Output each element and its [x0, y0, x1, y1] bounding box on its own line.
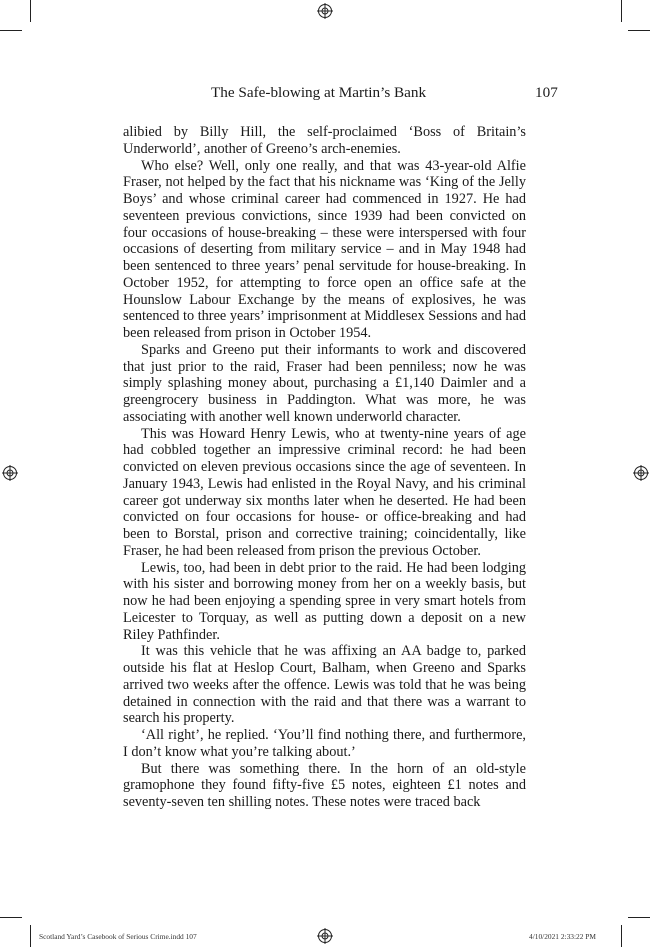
- crop-mark-right-bottom: [628, 917, 650, 918]
- registration-target-icon: [317, 3, 333, 19]
- page-number: 107: [535, 84, 558, 101]
- slug-timestamp: 4/10/2021 2:33:22 PM: [529, 932, 596, 941]
- crop-mark-top-right: [621, 0, 622, 22]
- body-paragraph: alibied by Billy Hill, the self-proclaimed ‘Boss of Britain’s Underworld’, another of Greeno’s arch-enemies.: [123, 124, 526, 157]
- body-paragraph: Sparks and Greeno put their informants to work and discovered that just prior to the raid, Fraser had been penniless; now he was simply splashing money about, purchasing a £1,140 Daimler and a greengrocery business in Paddington. What was more, he was associating with another well known underworld character.: [123, 341, 526, 425]
- crop-mark-bottom-left: [30, 925, 31, 947]
- body-text: [123, 124, 526, 811]
- slug-filename: Scotland Yard’s Casebook of Serious Crime.indd 107: [39, 932, 197, 941]
- body-paragraph: ‘All right’, he replied. ‘You’ll find nothing there, and furthermore, I don’t know what you’re talking about.’: [123, 727, 526, 760]
- body-paragraph: It was this vehicle that he was affixing an AA badge to, parked outside his flat at Heslop Court, Balham, when Greeno and Sparks arrived two weeks after the offence. Lewis was told that he was being detained in connection with the raid and that there was a warrant to search his property.: [123, 643, 526, 727]
- registration-target-icon: [2, 465, 18, 481]
- running-head: [0, 84, 650, 104]
- body-paragraph: This was Howard Henry Lewis, who at twenty-nine years of age had cobbled together an impressive criminal record: he had been convicted on eleven previous occasions since the age of seventeen. In January 1943, Lewis had enlisted in the Royal Navy, and his criminal career got underway six months later when he deserted. He had been convicted on four occasions for house- or office-breaking and had been to Borstal, prison and corrective training; coincidentally, like Fraser, he had been released from prison the previous October.: [123, 425, 526, 559]
- registration-target-icon: [633, 465, 649, 481]
- body-paragraph: But there was something there. In the horn of an old-style gramophone they found fifty-five £5 notes, eighteen £1 notes and seventy-seven ten shilling notes. These notes were traced back: [123, 760, 526, 810]
- crop-mark-top-left: [30, 0, 31, 22]
- crop-mark-left-top: [0, 30, 22, 31]
- crop-mark-bottom-right: [621, 925, 622, 947]
- crop-mark-right-top: [628, 30, 650, 31]
- crop-mark-left-bottom: [0, 917, 22, 918]
- body-paragraph: Who else? Well, only one really, and that was 43-year-old Alfie Fraser, not helped by the fact that his nickname was ‘King of the Jelly Boys’ and whose criminal career had commenced in 1927. He had seventeen previous convictions, since 1939 had been convicted on four occasions of house-breaking – these were interspersed with four occasions of deserting from military service – and in May 1948 had been sentenced to three years’ penal servitude for house-breaking. In October 1952, for attempting to force open an office safe at the Hounslow Labour Exchange by the means of explosives, he was sentenced to three years’ imprisonment at Middlesex Sessions and had been released from prison in October 1954.: [123, 157, 526, 341]
- body-paragraph: Lewis, too, had been in debt prior to the raid. He had been lodging with his sister and borrowing money from her on a weekly basis, but now he had been enjoying a spending spree in very smart hotels from Leicester to Torquay, as well as putting down a deposit on a new Riley Pathfinder.: [123, 559, 526, 643]
- registration-target-icon: [317, 928, 333, 944]
- running-head-title: The Safe-blowing at Martin’s Bank: [211, 84, 427, 101]
